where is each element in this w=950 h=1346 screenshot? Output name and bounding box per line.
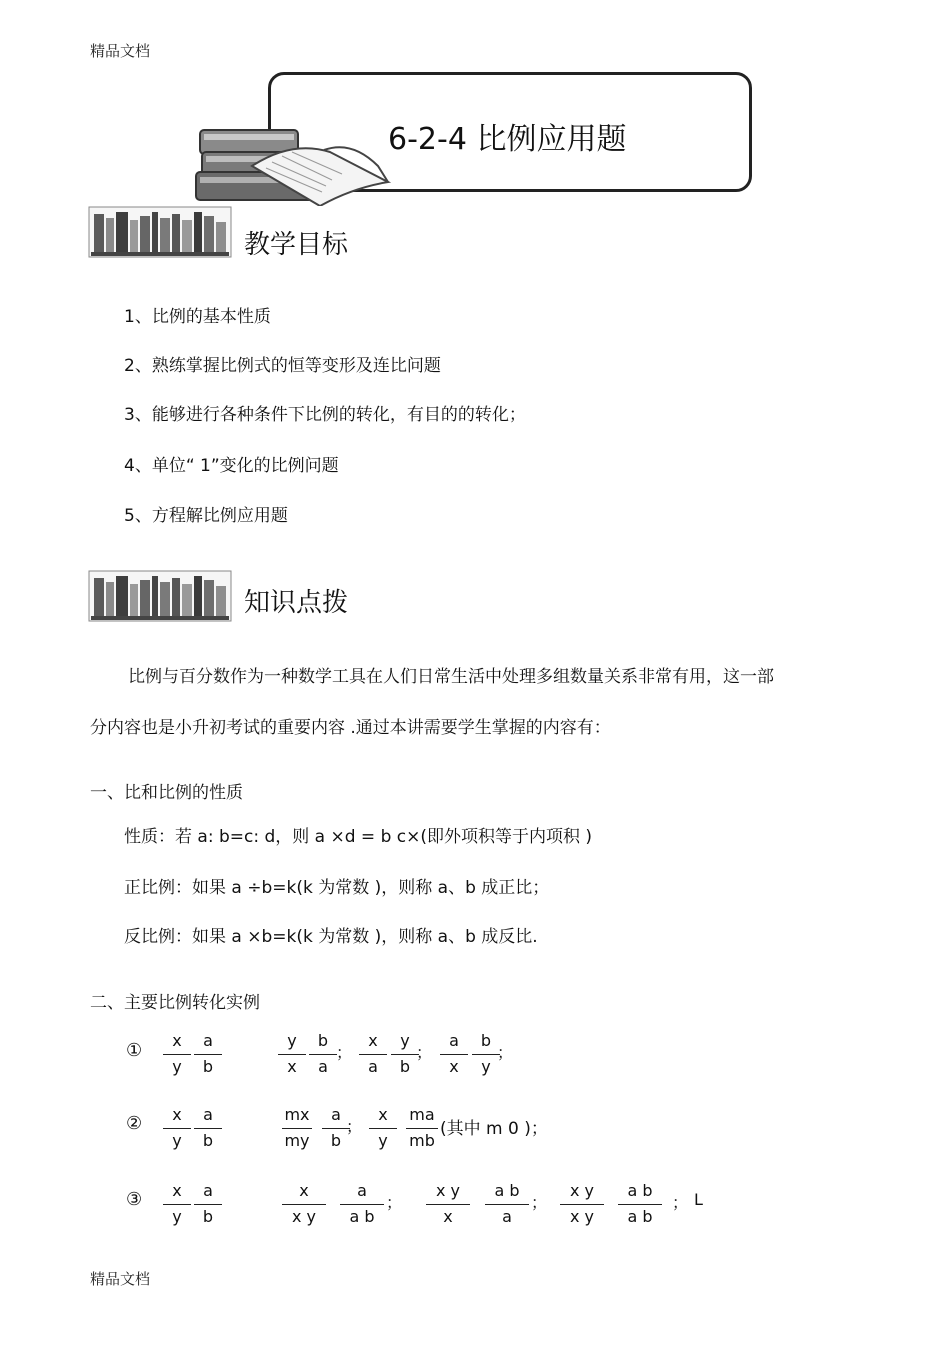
ellipsis-mark: L: [694, 1190, 703, 1209]
fraction: $\frac{a}{b}$: [194, 1180, 222, 1227]
property-inverse: 反比例：如果 a ×b=k(k 为常数 )，则称 a、b 成反比.: [124, 927, 538, 947]
intro-line-2: 分内容也是小升初考试的重要内容 .通过本讲需要学生掌握的内容有：: [90, 718, 611, 738]
bookshelf-icon: [88, 206, 232, 258]
fraction: $\frac{a}{b}$: [194, 1030, 222, 1077]
fraction: $\frac{a}{b}$: [322, 1104, 350, 1151]
bookshelf-icon: [88, 570, 232, 622]
semicolon: ；: [416, 1043, 433, 1062]
page-header: 精品文档: [90, 42, 151, 60]
fraction: $\frac{y}{x}$: [278, 1030, 306, 1077]
fraction: $\frac{\text{x y}}{x}$: [426, 1180, 470, 1227]
books-illustration: [192, 122, 398, 206]
fraction: $\frac{a}{b}$: [194, 1104, 222, 1151]
fraction: $\frac{\text{a b}}{\text{a b}}$: [618, 1180, 662, 1227]
section-title-goals: 教学目标: [244, 230, 349, 260]
fraction: $\frac{mx}{my}$: [282, 1104, 312, 1151]
fraction: $\frac{x}{y}$: [163, 1030, 191, 1077]
semicolon: ；: [672, 1193, 689, 1212]
fraction: $\frac{a}{x}$: [440, 1030, 468, 1077]
intro-line-1: 比例与百分数作为一种数学工具在人们日常生活中处理多组数量关系非常有用，这一部: [128, 667, 774, 687]
fraction: $\frac{y}{b}$: [391, 1030, 419, 1077]
goal-item-1: 1、比例的基本性质: [124, 307, 271, 327]
example-2-mark: ②: [126, 1113, 143, 1134]
fraction: $\frac{a}{\text{a b}}$: [340, 1180, 384, 1227]
semicolon: ；: [346, 1117, 363, 1136]
example-1-mark: ①: [126, 1040, 143, 1061]
semicolon: ；: [497, 1043, 514, 1062]
fraction: $\frac{x}{y}$: [163, 1180, 191, 1227]
example-3-mark: ③: [126, 1189, 143, 1210]
fraction: $\frac{ma}{mb}$: [406, 1104, 438, 1151]
goal-item-3: 3、能够进行各种条件下比例的转化，有目的的转化；: [124, 405, 526, 425]
page-title: 6-2-4 比例应用题: [388, 122, 627, 157]
fraction: $\frac{b}{y}$: [472, 1030, 500, 1077]
example-2-note: (其中 m 0 )；: [440, 1119, 548, 1139]
fraction: $\frac{\text{x y}}{\text{x y}}$: [560, 1180, 604, 1227]
section-title-knowledge: 知识点拨: [244, 588, 349, 618]
part1-title: 一、比和比例的性质: [90, 783, 243, 803]
goal-item-2: 2、熟练掌握比例式的恒等变形及连比问题: [124, 356, 441, 376]
semicolon: ；: [386, 1193, 403, 1212]
property-direct: 正比例：如果 a ÷b=k(k 为常数 )，则称 a、b 成正比；: [124, 878, 550, 898]
semicolon: ；: [531, 1193, 548, 1212]
fraction: $\frac{x}{y}$: [369, 1104, 397, 1151]
fraction: $\frac{x}{y}$: [163, 1104, 191, 1151]
fraction: $\frac{\text{a b}}{a}$: [485, 1180, 529, 1227]
part2-title: 二、主要比例转化实例: [90, 993, 260, 1013]
fraction: $\frac{x}{\text{x y}}$: [282, 1180, 326, 1227]
goal-item-5: 5、方程解比例应用题: [124, 506, 288, 526]
page-footer: 精品文档: [90, 1270, 151, 1288]
fraction: $\frac{b}{a}$: [309, 1030, 337, 1077]
property-basic: 性质：若 a: b=c: d，则 a ×d = b c×(即外项积等于内项积 ): [124, 827, 593, 847]
fraction: $\frac{x}{a}$: [359, 1030, 387, 1077]
semicolon: ；: [336, 1043, 353, 1062]
goal-item-4: 4、单位“ 1”变化的比例问题: [124, 456, 339, 476]
